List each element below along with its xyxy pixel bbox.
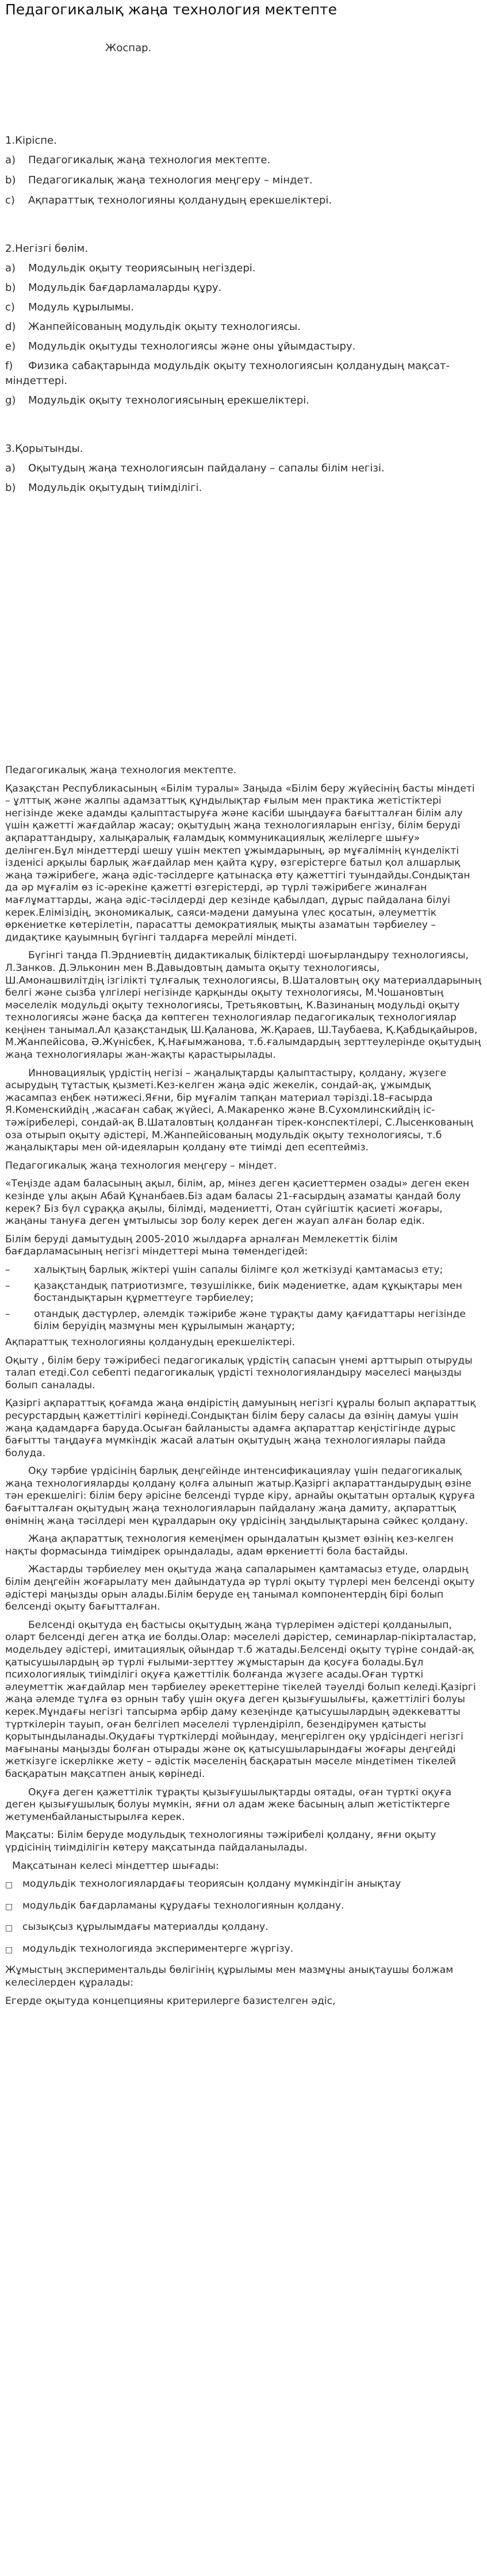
plan-label: Жоспар. xyxy=(105,42,152,54)
paragraph: Мақсатынан келесі міндеттер шығады: xyxy=(12,1860,219,1872)
plan-item xyxy=(5,281,482,295)
dash-bullet: – xyxy=(5,1264,10,1276)
plan-item xyxy=(5,461,482,476)
item-marker: a) xyxy=(5,262,16,274)
list-item xyxy=(5,1943,481,1957)
item-marker: b) xyxy=(5,174,16,186)
paragraph: Оқуға деген қажеттілік тұрақты қызығушылықтарды оятады, оған түрткі оқуға деген қызығушылық болуы мүмкін, яғни ол адам жеке басының алып жетістіктерге жетуменбайланыстырылға керек. xyxy=(5,1786,452,1823)
item-text: Физика сабақтарында модульдік оқыту технологиясын қолданудың мақсат-міндеттері. xyxy=(5,360,450,387)
item-marker: e) xyxy=(5,340,16,352)
item-marker: a) xyxy=(5,154,16,166)
section-heading: Педагогикалық жаңа технология мектепте. xyxy=(5,765,237,776)
item-text: Модуль құрылымы. xyxy=(28,301,134,313)
item-text: Педагогикалық жаңа технология меңгеру – міндет. xyxy=(28,174,313,186)
plan-section-2-heading: 2.Негізгі бөлім. xyxy=(5,243,88,255)
list-item xyxy=(5,1878,481,1892)
item-marker: a) xyxy=(5,462,16,474)
paragraph: Жастарды тәрбиелеу мен оқытуда жаңа сапаларымен қамтамасыз етуде, олардың білім деңгейін жоғарылату мен дайындатуда әр түрлі оқыту түрлері мен белсенді оқыту әдістері маңызды орын алады.Білім беруде ең танымал компонентердің бірі болып белсенді оқыту бағытталған. xyxy=(5,1564,475,1613)
section-heading: Педагогикалық жаңа технология меңгеру – міндет. xyxy=(5,1160,277,1172)
paragraph: Оқыту , білім беру тәжірибесі педагогикалық үрдістің сапасын үнемі арттырып отыруды талап етеді.Сол себепті педагогикалық үрдісті технологияландыру мәселесі маңызды болып саналады. xyxy=(5,1354,473,1391)
list-item-text: отандық дәстүрлер, әлемдік тәжірибе және тұрақты даму қағидаттары негізінде білім беруідің мазмұны мен құрылымын жаңарту; xyxy=(34,1308,466,1333)
item-text: Ақпараттық технологияны қолданудың ерекшеліктері. xyxy=(28,194,332,206)
plan-item xyxy=(5,153,482,168)
plan-item xyxy=(5,300,482,315)
paragraph: Инновациялық үрдістің негізі – жаңалықтарды қалыптастыру, қолдану, жүзеге асырудың тұтастық қызметі.Кез-келген жаңа әдіс жекелік, сондай-ақ, ұжымдық жасампаз еңбек нәтижесі.Яғни, бір мұғалім тапқан материал тәрізді.18-ғасырда Я.Коменскийдің ,жасаған сабақ жүйесі, А.Макаренко және В.Сухомлинскийдің іс-тәжірибелері, сондай-ақ В.Шаталовтың қолданған тірек-конспектілері, С.Лысенкованың оза отырып оқыту әдістері, М.Жанпейісованың модульдік оқыту технологиясы, т.б жаңалықтары мен ой-идеяларын қолдану өте тиімді деп есептейміз. xyxy=(5,1067,473,1154)
dash-bullet: – xyxy=(5,1280,10,1292)
item-text: Модульдік оқыту технологиясының ерекшеліктері. xyxy=(28,394,310,406)
paragraph: Оқу тәрбие үрдісінің барлық деңгейінде интенсификациялау үшін педагогикалық жаңа технологияларды қолдану қолға алынып жатыр.Қазіргі ақпараттандырудың өзіне тән ерекшелігі: білім беру әрісіне белсенді түрде кіру, арнайы оқытатын орталық құруға бағытталған оқытудың жаңа технологияларын пайдалану жаңа дамиту, ақпараттық өнімнің жаңа тәсілдері мен құралдарын оқу үрдісінің заңдылықтарына сәйкес қолдану. xyxy=(5,1465,476,1527)
list-item-text: халықтың барлық жіктері үшін сапалы білімге қол жеткізуді қамтамасыз ету; xyxy=(34,1264,443,1276)
paragraph: Бүгінгі таңда П.Эрдниевтің дидактикалық біліктерді шоғырландыру технологиясы, Л.Занков. Д.Эльконин мен В.Давыдовтың дамыта оқыту технологиясы, Ш.Амонашвилітдің ізгілікті тұлғалық технологиясы, В.Шаталовтың оқу материалдарының белгі және сызба үлгілері негізінде қарқынды оқыту технологиясы, М.Чошановтың мәселелік модульді оқыту технологиясы, Третьяковтың, К.Вазинаның модульді оқыту технологиясы және басқа да көптеген технологиялар педагогикалық технологиялар кеңінен танымал.Ал қазақстандық Ш.Қаланова, Ж.Қараев, Ш.Таубаева, Қ.Қабдықайыров, М.Жанпейісова, Ә.Жүнісбек, Қ.Нағымжанова, т.б.ғалымдардың зерттеулерінде оқытудың жаңа технологиялары жан-жақты қарастырылады. xyxy=(5,950,482,1061)
item-text: Жанпейісованың модульдік оқыту технологиясы. xyxy=(28,321,301,333)
item-marker: c) xyxy=(5,301,15,313)
paragraph: Егерде оқытуда концепцияны критерилерге базистелген әдіс, xyxy=(5,1995,336,2007)
item-marker: d) xyxy=(5,321,16,333)
document-body xyxy=(5,765,481,2013)
item-text: Модульдік бағдарламаларды құру. xyxy=(28,282,222,294)
page-title: Педагогикалық жаңа технология мектепте xyxy=(5,1,338,18)
list-item-text: модульдік технологиялардағы теориясын қолдану мүмкіндігін анықтау xyxy=(22,1878,401,1890)
item-text: Модульдік оқытудың тиімділігі. xyxy=(28,482,202,494)
list-item xyxy=(5,1264,481,1277)
paragraph: Мақсаты: Білім беруде модульдық технологияны тәжірибелі қолдану, яғни оқыту үрдісінің тиімділігін көтеру мақсатында пайдаланылады. xyxy=(5,1829,436,1853)
section-heading: Ақпараттық технологияны қолданудың ерекшеліктері. xyxy=(5,1336,296,1348)
paragraph: Білім беруді дамытудың 2005-2010 жылдарға арналған Мемлекеттік білім бағдарламасының негізгі міндеттері мына төмендегідей: xyxy=(5,1233,398,1258)
plan-section-3-heading: 3.Қорытынды. xyxy=(5,443,83,455)
list-item xyxy=(5,1308,481,1333)
item-text: Педагогикалық жаңа технология мектепте. xyxy=(28,154,271,166)
item-marker: g) xyxy=(5,394,16,406)
item-text: Модульдік оқытуды технологиясы және оны ұйымдастыру. xyxy=(28,340,356,352)
paragraph: Жұмыстың экспериментальды бөлігінің құрылымы мен мазмұны анықтаушы болжам келесілерден құралады: xyxy=(5,1964,454,1989)
item-marker: f) xyxy=(5,360,13,372)
square-bullet-icon: □ xyxy=(5,1880,13,1890)
plan-section-1-heading: 1.Кіріспе. xyxy=(5,135,57,147)
item-text: Модульдік оқыту теориясының негіздері. xyxy=(28,262,256,274)
plan-item xyxy=(5,320,482,335)
plan-item xyxy=(5,193,482,208)
paragraph: Белсенді оқытуда ең бастысы оқытудың жаңа түрлерімен әдістері қолданылып, оларт белсенді деген атқа ие болды.Олар: мәселелі дәрістер, семинарлар-пікірталастар, модельдеу әдістері, имитациялық ойындар т.б жатады.Белсенді оқыту түріне сондай-ақ қатысушылардың әр түрлі ғылыми-зерттеу жұмыстарын да қосуға болады.Бұл психологиялық тиімділігі оқуға қажеттілік болғанда жүзеге асады.Оған түрткі әлеуметтік жағдайлар мен тәрбиелеу әрекеттеріне тікелей тәуелді болып келеді.Қазіргі жаңа әлемде тұлға өз орнын табу үшін оқуға деген қызығушылығы, қажеттілігі болуы керек.Мұндағы негізгі тапсырма әрбір даму кезеңінде қатысушылардың әдеккеватты түрткілерін тауып, оған белгілеп мәселелі түрлендірілп, безендірумен қатысты қорытындыланады.Оқудағы түрткілерді мойындау, меңгерілген оқу үрдісіндегі негізгі мағынаны маңызды болған отырады және оқ қатысушыларындағы жоғары деңгейді жеткізуге іскерлікке жету – әдістік мәселенің басқаратын мәселе міндетімен тікелей басқаратын мақсатпен анық көрінеді. xyxy=(5,1619,477,1780)
list-item-text: сызықсыз құрылымдағы материалды қолдану. xyxy=(22,1921,269,1933)
square-bullet-icon: □ xyxy=(5,1924,13,1933)
paragraph: «Теңізде адам баласының ақыл, білім, ар, мінез деген қасиеттермен озады» деген екен кезінде ұлы ақын Абай Құнанбаев.Біз адам баласы 21-ғасырдың азаматы қандай болу керек? Біз бүл сұраққа ақылы, білімді, мәдениетті, Отан сүйгіштік қасиеті жоғары, жаңаны тануға деген ұмтылысы зор болу керек деген жауап алған болар едік. xyxy=(5,1178,470,1227)
item-marker: b) xyxy=(5,482,16,494)
item-marker: c) xyxy=(5,194,15,206)
square-bullet-icon: □ xyxy=(5,1945,13,1955)
paragraph: Қазіргі ақпараттық қоғамда жаңа өндірістің дамуының негізгі құралы болып ақпараттық ресурстардың қажеттілігі көрінеді.Сондықтан білім беру саласы да өзінің дамуы үшін жаңа қадамдарға баруда.Осыған байланысты адамға ақпараттар кеңістігінде дұрыс бағытты таңдауға мүмкіндік жасай алатын оқытудың жаңа технологиялары пайда болуда. xyxy=(5,1398,476,1459)
item-marker: b) xyxy=(5,282,16,294)
plan-item xyxy=(5,359,482,389)
plan-item xyxy=(5,173,482,188)
paragraph: Қазақстан Республикасының «Білім туралы» Заңыда «Білім беру жүйесінің басты міндеті – ұлттық және жалпы адамзаттық құндылықтар ғылым мен практика жетістіктері негізінде жеке адамды қалыптастыруға және касіби шыңдауға бағытталған білім алу үшін қажетті жағдайлар жасау; оқытудың жаңа технологияларын енгізу, білім беруді ақпараттандыру, халықаралық ғаламдық коммуникациялық желілерге шығу» делінген.Бұл міндеттерді шешу үшін мектеп ұжымдарының, әр мұғалімнің күнделікті ізденісі арқылы барлық жағдайлар мен қайта құру, өзгерістерге батыл қол алшарлық жаңа тәжірибеге, жаңа әдіс-тәсілдерге қатынасқа өту қажеттігі туындайды.Сондықтан да әр мұғалім өз іс-әрекіне қажетті өзгерістерді, әр түрлі тәжірибеге жиналған мағлұматтарды, жаңа әдіс-тәсілдерді дер кезінде қабылдап, дұрыс пайдалана білуі керек.Елімізідің, экономикалық, саяси-мәдени дамуына үлес қосатын, әлеуметтік өркениетке көтерілетін, парасатты демократиялық мықты азаматын тәрбиелеу – дидақтике қауымның бүгінгі талдарға мерейлі міндеті. xyxy=(5,782,475,943)
list-item xyxy=(5,1280,481,1305)
list-item-text: модульдік технологияда экспериментерге жүргізу. xyxy=(22,1942,294,1955)
plan-item xyxy=(5,339,482,354)
list-item xyxy=(5,1900,481,1914)
plan-item xyxy=(5,261,482,276)
list-item-text: модульдік бағдарламаны құрудағы технологиянын қолдану. xyxy=(22,1899,344,1911)
plan-item xyxy=(5,481,482,496)
square-bullet-icon: □ xyxy=(5,1902,13,1911)
item-text: Оқытудың жаңа технологиясын пайдалану – сапалы білім негізі. xyxy=(28,462,385,474)
dash-bullet: – xyxy=(5,1308,10,1320)
paragraph: Жаңа ақпараттық технология кемеңімен орындалатын қызмет өзінің кез-келген нақты формасында тиімдірек орындалады, адам өркениетті бола бастайды. xyxy=(5,1533,454,1557)
list-item-text: қазақстандық патриотизмге, төзушілікке, биік мәдениетке, адам құқықтары мен бостандықтарын құрметтеуге тәрбиелеу; xyxy=(34,1280,462,1304)
list-item xyxy=(5,1921,481,1935)
plan-item xyxy=(5,393,482,408)
